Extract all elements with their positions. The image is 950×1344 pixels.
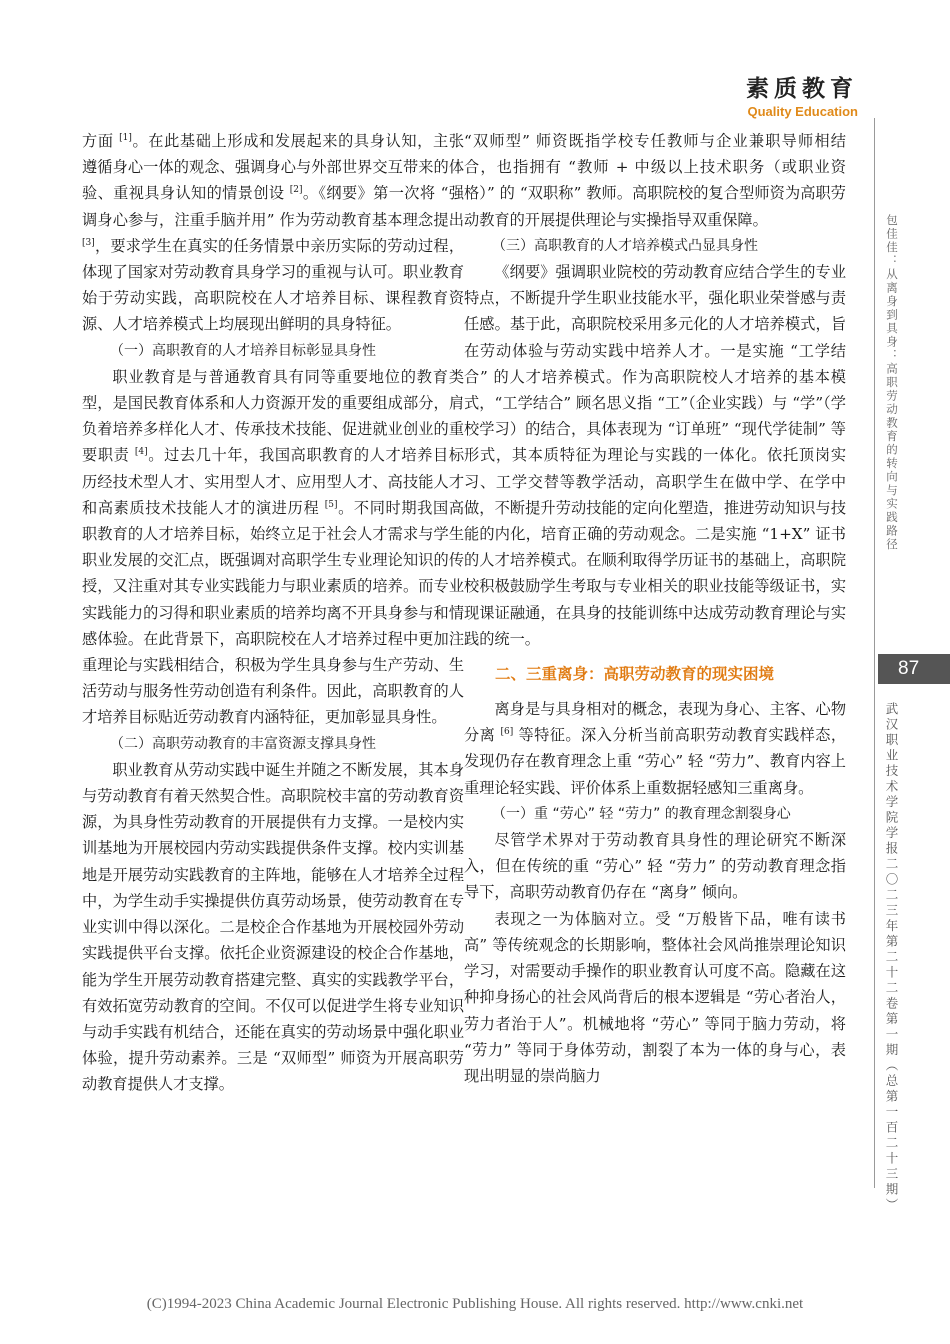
paragraph <box>82 128 464 338</box>
text-run: 离身是与具身相对的概念，表现为身心、主客、心物分离 <box>464 700 846 745</box>
paragraph <box>464 696 846 801</box>
text-run: ，要求学生在真实的任务情景中亲历实际的劳动过程，体现了国家对劳动教育具身学习的重视与认可。职业教育始于劳动实践，高职院校在人才培养目标、课程教育资源、人才培养模式上均展现出鲜明的具身特征。 <box>82 236 464 334</box>
subsection-heading: （二）高职劳动教育的丰富资源支撑具身性 <box>110 735 376 752</box>
running-article-title: 包佳佳：从离身到具身：高职劳动教育的转向与实践路径 <box>885 214 899 552</box>
text-run: 尽管学术界对于劳动教育具身性的理论研究不断深入，但在传统的重 “劳心” 轻 “劳力” 的劳动教育理念指导下，高职劳动教育仍存在 “离身” 倾向。 <box>464 831 846 902</box>
text-run: 表现之一为体脑对立。受 “万般皆下品，唯有读书高” 等传统观念的长期影响，整体社会风尚推崇理论知识学习，对需要动手操作的职业教育认可度不高。隐藏在这种抑身扬心的社会风尚背后的根本逻辑是 “劳心者治人，劳力者治于人”。机械地将 “劳心” 等同于脑力劳动，将 “劳力” 等同于身体劳动，割裂了本为一体的身与心，表现出明显的崇尚脑力 <box>464 909 846 1085</box>
citation-ref: [1] <box>119 132 132 143</box>
journal-section-header <box>746 70 858 119</box>
text-run: 职业教育从劳动实践中诞生并随之不断发展，其本身与劳动教育有着天然契合性。高职院校丰富的劳动教育资源，为具身性劳动教育的开展提供有力支撑。一是校内实训基地为开展校园内劳动实践提供条件支撑。校内实训基地是开展劳动实践教育的主阵地，能够在人才培养全过程中，为学生动手实操提供仿真劳动场景，使劳动教育在专业实训中得以深化。二是校企合作基地为开展校园外劳动实践提供平台支撑。依托企业资源建设的校企合作基地，能为学生开展劳动教育搭建完整、真实的实践教学平台，有效拓宽劳动教育的空间。不仅可以促进学生将专业知识与动手实践有机结合，还能在真实的劳动场景中强化职业体验，提升劳动素养。三是 “双师型” 师资为开展高职劳动教育提供人才支撑。 <box>82 760 464 1094</box>
text-run: 等特征。深入分析当前高职劳动教育实践样态，发现仍存在教育理念上重 “劳心” 轻 “劳力”、教育内容上重理论轻实践、评价体系上重数据轻感知三重离身。 <box>464 726 847 797</box>
citation-ref: [5] <box>324 499 338 510</box>
citation-ref: [6] <box>500 727 514 738</box>
paragraph <box>464 128 846 233</box>
subsection-heading: （一）高职教育的人才培养目标彰显具身性 <box>110 342 376 359</box>
section-heading: 二、三重离身：高职劳动教育的现实困境 <box>495 665 775 684</box>
text-run: 《纲要》强调职业院校的劳动教育应结合学生的专业特点，不断提升学生职业技能水平，强化职业荣誉感与责任感。基于此，高职院校采用多元化的人才培养模式，旨在劳动体验与劳动实践中培养人才。一是实施 “工学结合” 的人才培养模式。作为高职院校人才培养的基本模式，“工学结合” 顾名思义指 “工”（企业实践）与 “学”（学校学习）的结合，具体表现为 “订单班” “现代学徒制” 等形式，其本质特征为理论与实践的一体化。依托顶岗实习、工学交替等教学活动，高职学生在做中学、在学中做，不断提升劳动技能的定向化塑造，推进劳动知识与技能的内化，培育正确的劳动观念。二是实施 “1+X” 证书的人才培养模式。在顺利取得学历证书的基础上，高职院校积极鼓励学生考取与专业相关的职业技能等级证书，实现课证融通，在具身的技能训练中达成劳动教育理论与实践的统一。 <box>464 263 846 648</box>
text-run: 。在此基础上形成和发展起来的具身认知，主张遵循身心一体的观念、强调身心与外部世界交互带来的体验、重视具身认知的情景创设 <box>82 132 465 203</box>
citation-ref: [2] <box>289 185 303 196</box>
text-run: “双师型” 师资既指学校专任教师与企业兼职导师相结合，也指拥有 “教师 + 中级以上技术职务（或职业资格）” 的 “双职称” 教师。高职院校的复合型师资为高职劳动教育的开展提供理论与实操指导双重保障。 <box>464 132 846 229</box>
text-run: 。不同时期我国高职教育的人才培养目标，始终立足于社会人才需求与学生职业发展的交汇点，既强调对高职学生专业理论知识的传授，又注重对其专业实践能力与职业素质的培养。而专业实践能力的习得和职业素质的培养均离不开具身参与和情感体验。在此背景下，高职院校在人才培养过程中更加注重理论与实践相结合，积极为学生具身参与生产劳动、生活劳动与服务性劳动创造有利条件。因此，高职教育的人才培养目标贴近劳动教育内涵特征，更加彰显具身性。 <box>82 498 465 727</box>
side-divider <box>874 118 875 1188</box>
text-run: 。《纲要》第一次将 “强调身心参与，注重手脑并用” 作为劳动教育基本理念提出 <box>82 184 465 229</box>
running-journal-info: 武汉职业技术学院学报二〇二三年第二十二卷第一期（总第一百二十三期） <box>884 702 899 1214</box>
right-column <box>464 128 846 1089</box>
paragraph <box>464 827 846 906</box>
copyright-footer: (C)1994-2023 China Academic Journal Electronic Publishing House. All rights reserved. http://www.cnki.net <box>146 1296 804 1312</box>
text-run: 方面 <box>82 132 120 150</box>
text-run: 职业教育是与普通教育具有同等重要地位的教育类型，是国民教育体系和人力资源开发的重要组成部分，肩负着培养多样化人才、传承技术技能、促进就业创业的重要职责 <box>82 367 464 465</box>
subsection-heading: （三）高职教育的人才培养模式凸显具身性 <box>492 237 758 254</box>
paragraph <box>464 906 846 1089</box>
citation-ref: [4] <box>134 447 148 458</box>
subsection-heading: （一）重 “劳心” 轻 “劳力” 的教育理念割裂身心 <box>492 805 791 822</box>
paragraph <box>82 757 464 1098</box>
paragraph <box>82 364 464 731</box>
section-title-en: Quality Education <box>747 104 858 119</box>
citation-ref: [3] <box>82 237 95 248</box>
section-title-cn: 素质教育 <box>746 76 858 102</box>
paragraph <box>464 259 846 652</box>
text-run: 。过去几十年，我国高职教育的人才培养目标历经技术型人才、实用型人才、应用型人才、高技能人才和高素质技术技能人才的演进历程 <box>82 446 465 517</box>
left-column <box>82 128 464 1098</box>
page-number: 87 <box>878 654 950 684</box>
